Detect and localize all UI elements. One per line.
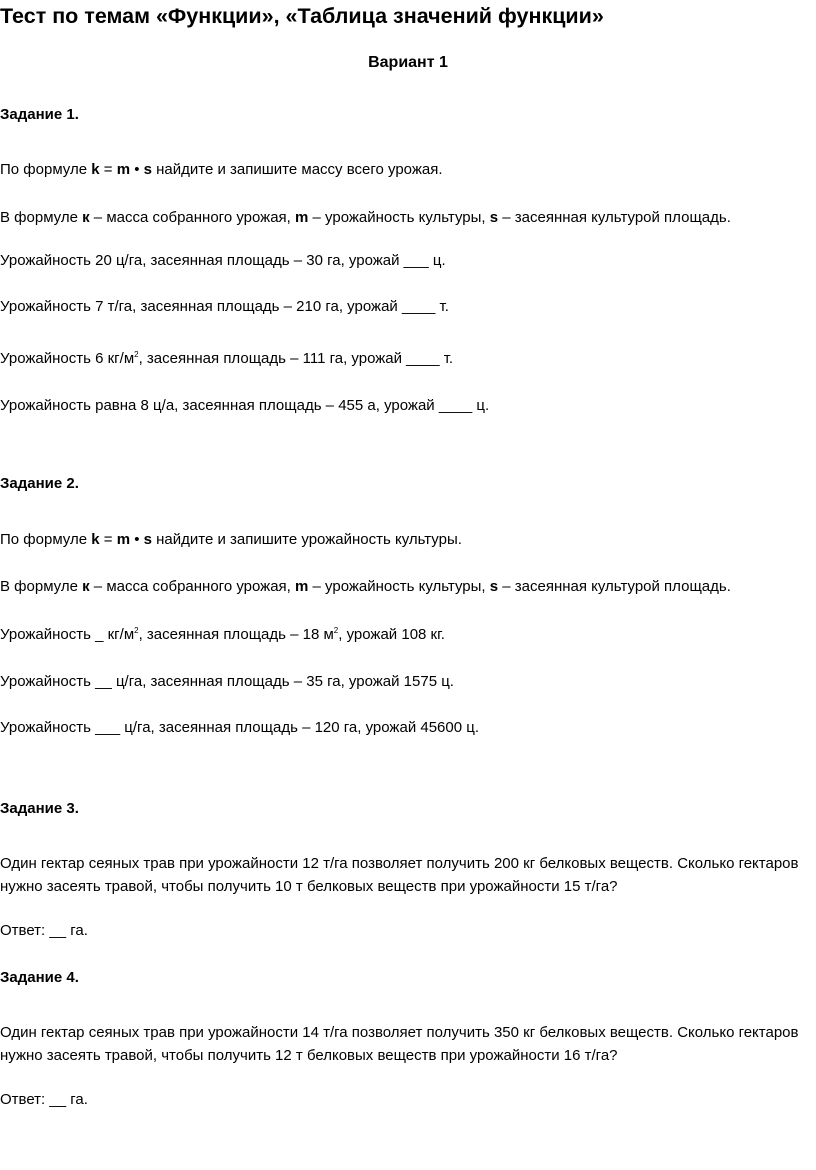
task2-heading: Задание 2. [0, 475, 79, 492]
task2-definition: В формуле к – масса собранного урожая, m – урожайность культуры, s – засеянная культурой площадь. [0, 578, 731, 595]
task2-line3: Урожайность ___ ц/га, засеянная площадь – 120 га, урожай 45600 ц. [0, 719, 479, 736]
task1-definition: В формуле к – масса собранного урожая, m – урожайность культуры, s – засеянная культурой площадь. [0, 209, 731, 226]
task3-heading: Задание 3. [0, 800, 79, 817]
task4-text: Один гектар сеяных трав при урожайности 14 т/га позволяет получить 350 кг белковых веществ. Сколько гектаров нужно засеять травой, чтобы получить 12 т белковых веществ при урожайности 16 т/га? [0, 1024, 799, 1064]
task4-answer: Ответ: __ га. [0, 1091, 88, 1108]
task1-line4: Урожайность равна 8 ц/а, засеянная площадь – 455 а, урожай ____ ц. [0, 397, 490, 414]
task1-instruction: По формуле k = m • s найдите и запишите массу всего урожая. [0, 161, 443, 178]
task3-text: Один гектар сеяных трав при урожайности 12 т/га позволяет получить 200 кг белковых веществ. Сколько гектаров нужно засеять травой, чтобы получить 10 т белковых веществ при урожайности 15 т/га? [0, 855, 799, 895]
task3-answer: Ответ: __ га. [0, 922, 88, 939]
task1-line3: Урожайность 6 $кг/м^2$, засеянная площадь – 111 га, урожай ____ т. [0, 350, 454, 367]
document-title: Тест по темам «Функции», «Таблица значений функции» [0, 4, 604, 28]
variant-heading: Вариант 1 [368, 54, 448, 71]
task1-line1: Урожайность 20 ц/га, засеянная площадь – 30 га, урожай ___ ц. [0, 252, 446, 269]
task2-line1: Урожайность _ $кг/м^2$, засеянная площадь – 18 $м^2$, урожай 108 кг. [0, 626, 445, 643]
task4-heading: Задание 4. [0, 969, 79, 986]
task2-line2: Урожайность __ ц/га, засеянная площадь – 35 га, урожай 1575 ц. [0, 673, 454, 690]
task2-instruction: По формуле k = m • s найдите и запишите урожайность культуры. [0, 531, 462, 548]
task1-heading: Задание 1. [0, 106, 79, 123]
task1-line2: Урожайность 7 т/га, засеянная площадь – 210 га, урожай ____ т. [0, 298, 449, 315]
